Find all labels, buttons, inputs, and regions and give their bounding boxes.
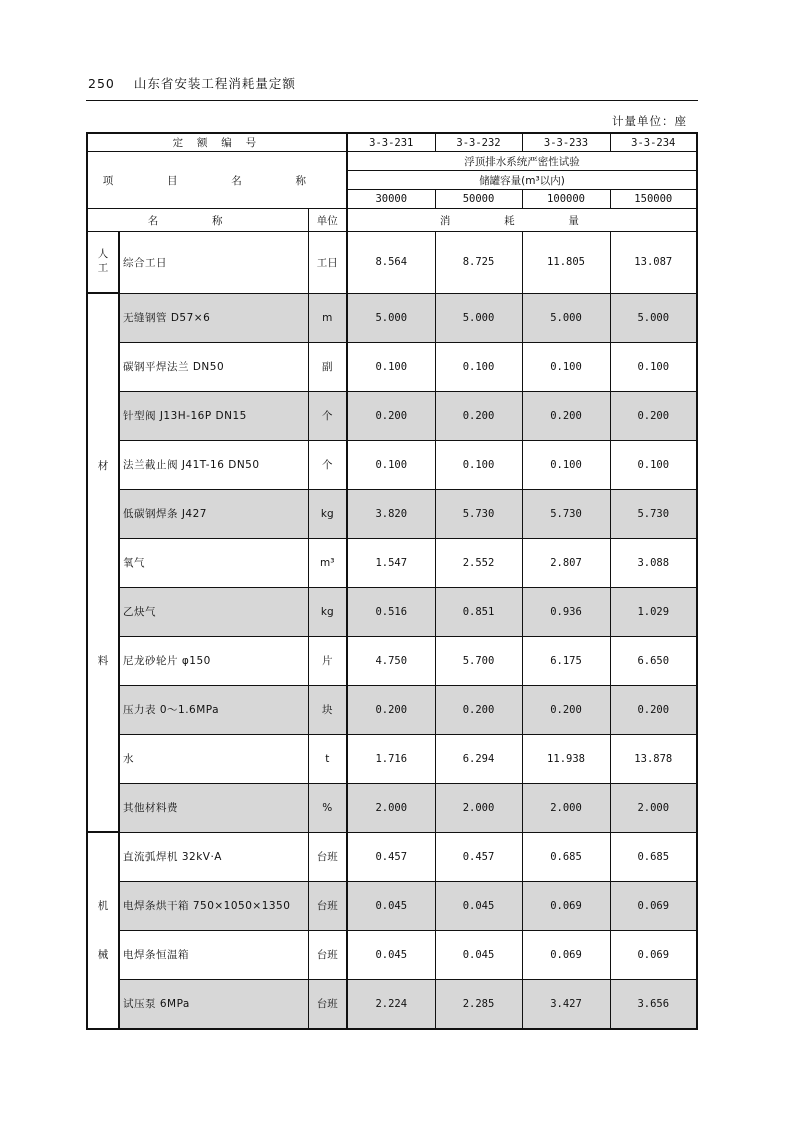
item-name: 压力表 0～1.6MPa bbox=[119, 685, 308, 734]
value-cell: 0.045 bbox=[347, 930, 435, 979]
item-unit: 台班 bbox=[308, 832, 347, 881]
value-cell: 3.820 bbox=[347, 489, 435, 538]
item-unit: % bbox=[308, 783, 347, 832]
value-cell: 2.552 bbox=[435, 538, 522, 587]
value-cell: 0.045 bbox=[347, 881, 435, 930]
item-name: 氧气 bbox=[119, 538, 308, 587]
item-unit: 片 bbox=[308, 636, 347, 685]
value-cell: 0.200 bbox=[610, 391, 697, 440]
value-cell: 0.851 bbox=[435, 587, 522, 636]
value-cell: 0.200 bbox=[435, 391, 522, 440]
value-cell: 2.000 bbox=[347, 783, 435, 832]
value-cell: 0.100 bbox=[347, 440, 435, 489]
item-unit: 台班 bbox=[308, 979, 347, 1029]
value-cell: 0.100 bbox=[610, 342, 697, 391]
value-cell: 0.457 bbox=[347, 832, 435, 881]
value-cell: 0.200 bbox=[610, 685, 697, 734]
material-row bbox=[87, 734, 697, 783]
value-cell: 6.294 bbox=[435, 734, 522, 783]
code-cell: 3-3-232 bbox=[435, 133, 522, 152]
category-machinery bbox=[87, 832, 119, 1029]
value-cell: 0.200 bbox=[522, 685, 610, 734]
item-name: 无缝钢管 D57×6 bbox=[119, 293, 308, 342]
item-name: 电焊条恒温箱 bbox=[119, 930, 308, 979]
value-cell: 0.069 bbox=[610, 881, 697, 930]
value-cell: 0.200 bbox=[435, 685, 522, 734]
value-cell: 13.087 bbox=[610, 232, 697, 294]
value-cell: 2.285 bbox=[435, 979, 522, 1029]
category-char: 械 bbox=[97, 949, 109, 962]
item-unit: 工日 bbox=[308, 232, 347, 294]
value-cell: 6.650 bbox=[610, 636, 697, 685]
value-cell: 5.730 bbox=[435, 489, 522, 538]
category-material bbox=[87, 293, 119, 832]
material-row bbox=[87, 342, 697, 391]
value-cell: 0.100 bbox=[522, 440, 610, 489]
value-cell: 2.000 bbox=[610, 783, 697, 832]
value-cell: 2.224 bbox=[347, 979, 435, 1029]
quota-table bbox=[86, 132, 698, 1030]
unit-note: 计量单位：座 bbox=[612, 114, 687, 128]
item-unit: kg bbox=[308, 587, 347, 636]
material-row bbox=[87, 391, 697, 440]
item-unit: m bbox=[308, 293, 347, 342]
value-cell: 5.730 bbox=[610, 489, 697, 538]
machinery-row bbox=[87, 881, 697, 930]
value-cell: 0.069 bbox=[610, 930, 697, 979]
value-cell: 2.000 bbox=[435, 783, 522, 832]
category-char: 机 bbox=[97, 900, 109, 913]
code-cell: 3-3-234 bbox=[610, 133, 697, 152]
item-unit: kg bbox=[308, 489, 347, 538]
value-cell: 1.029 bbox=[610, 587, 697, 636]
col-name-header: 名 称 bbox=[87, 209, 308, 232]
value-cell: 2.000 bbox=[522, 783, 610, 832]
item-name: 直流弧焊机 32kV·A bbox=[119, 832, 308, 881]
machinery-row bbox=[87, 930, 697, 979]
value-cell: 3.088 bbox=[610, 538, 697, 587]
value-cell: 0.045 bbox=[435, 930, 522, 979]
item-unit: t bbox=[308, 734, 347, 783]
item-name: 针型阀 J13H-16P DN15 bbox=[119, 391, 308, 440]
value-cell: 8.725 bbox=[435, 232, 522, 294]
value-cell: 0.516 bbox=[347, 587, 435, 636]
item-unit: 台班 bbox=[308, 881, 347, 930]
page-header bbox=[88, 74, 296, 92]
item-unit: m³ bbox=[308, 538, 347, 587]
value-cell: 13.878 bbox=[610, 734, 697, 783]
item-name: 试压泵 6MPa bbox=[119, 979, 308, 1029]
value-cell: 0.685 bbox=[522, 832, 610, 881]
quota-number-label: 定 额 编 号 bbox=[87, 133, 347, 152]
item-name: 其他材料费 bbox=[119, 783, 308, 832]
capacity-cell: 30000 bbox=[347, 190, 435, 209]
value-cell: 5.000 bbox=[522, 293, 610, 342]
value-cell: 1.547 bbox=[347, 538, 435, 587]
capacity-cell: 150000 bbox=[610, 190, 697, 209]
value-cell: 0.100 bbox=[610, 440, 697, 489]
value-cell: 0.100 bbox=[347, 342, 435, 391]
value-cell: 0.100 bbox=[435, 440, 522, 489]
capacity-cell: 50000 bbox=[435, 190, 522, 209]
value-cell: 5.000 bbox=[610, 293, 697, 342]
item-name: 低碳钢焊条 J427 bbox=[119, 489, 308, 538]
column-header-row bbox=[87, 209, 697, 232]
capacity-cell: 100000 bbox=[522, 190, 610, 209]
item-unit: 块 bbox=[308, 685, 347, 734]
value-cell: 0.100 bbox=[522, 342, 610, 391]
item-name: 碳钢平焊法兰 DN50 bbox=[119, 342, 308, 391]
page-number: 250 bbox=[88, 76, 115, 91]
material-row bbox=[87, 636, 697, 685]
header-rule bbox=[86, 100, 698, 101]
value-cell: 8.564 bbox=[347, 232, 435, 294]
category-char: 材 bbox=[97, 459, 109, 472]
value-cell: 1.716 bbox=[347, 734, 435, 783]
value-cell: 0.685 bbox=[610, 832, 697, 881]
machinery-row bbox=[87, 979, 697, 1029]
value-cell: 11.938 bbox=[522, 734, 610, 783]
value-cell: 2.807 bbox=[522, 538, 610, 587]
category-char: 料 bbox=[97, 654, 109, 667]
material-row bbox=[87, 489, 697, 538]
value-cell: 5.700 bbox=[435, 636, 522, 685]
item-name-label: 项 目 名 称 bbox=[87, 152, 347, 209]
code-cell: 3-3-231 bbox=[347, 133, 435, 152]
value-cell: 5.000 bbox=[347, 293, 435, 342]
item-name: 电焊条烘干箱 750×1050×1350 bbox=[119, 881, 308, 930]
item-unit: 个 bbox=[308, 391, 347, 440]
material-row bbox=[87, 685, 697, 734]
value-cell: 0.069 bbox=[522, 881, 610, 930]
item-unit: 副 bbox=[308, 342, 347, 391]
capacity-label: 储罐容量(m³以内) bbox=[347, 171, 697, 190]
value-cell: 4.750 bbox=[347, 636, 435, 685]
value-cell: 3.427 bbox=[522, 979, 610, 1029]
value-cell: 0.200 bbox=[522, 391, 610, 440]
quota-number-row bbox=[87, 133, 697, 152]
value-cell: 0.936 bbox=[522, 587, 610, 636]
work-title-row bbox=[87, 152, 697, 171]
col-consumption-header: 消 耗 量 bbox=[347, 209, 697, 232]
value-cell: 0.200 bbox=[347, 685, 435, 734]
value-cell: 5.730 bbox=[522, 489, 610, 538]
item-name: 水 bbox=[119, 734, 308, 783]
value-cell: 0.045 bbox=[435, 881, 522, 930]
item-name: 综合工日 bbox=[119, 232, 308, 294]
material-row bbox=[87, 440, 697, 489]
category-labor: 人工 bbox=[87, 232, 119, 294]
value-cell: 0.200 bbox=[347, 391, 435, 440]
value-cell: 0.457 bbox=[435, 832, 522, 881]
value-cell: 11.805 bbox=[522, 232, 610, 294]
item-name: 尼龙砂轮片 φ150 bbox=[119, 636, 308, 685]
code-cell: 3-3-233 bbox=[522, 133, 610, 152]
value-cell: 0.069 bbox=[522, 930, 610, 979]
material-row bbox=[87, 587, 697, 636]
material-row bbox=[87, 538, 697, 587]
value-cell: 0.100 bbox=[435, 342, 522, 391]
item-name: 法兰截止阀 J41T-16 DN50 bbox=[119, 440, 308, 489]
book-title: 山东省安装工程消耗量定额 bbox=[133, 76, 296, 91]
material-row bbox=[87, 783, 697, 832]
col-unit-header: 单位 bbox=[308, 209, 347, 232]
value-cell: 5.000 bbox=[435, 293, 522, 342]
item-unit: 个 bbox=[308, 440, 347, 489]
item-name: 乙炔气 bbox=[119, 587, 308, 636]
labor-row bbox=[87, 232, 697, 294]
work-title: 浮顶排水系统严密性试验 bbox=[347, 152, 697, 171]
item-unit: 台班 bbox=[308, 930, 347, 979]
value-cell: 6.175 bbox=[522, 636, 610, 685]
value-cell: 3.656 bbox=[610, 979, 697, 1029]
machinery-row bbox=[87, 832, 697, 881]
material-row bbox=[87, 293, 697, 342]
